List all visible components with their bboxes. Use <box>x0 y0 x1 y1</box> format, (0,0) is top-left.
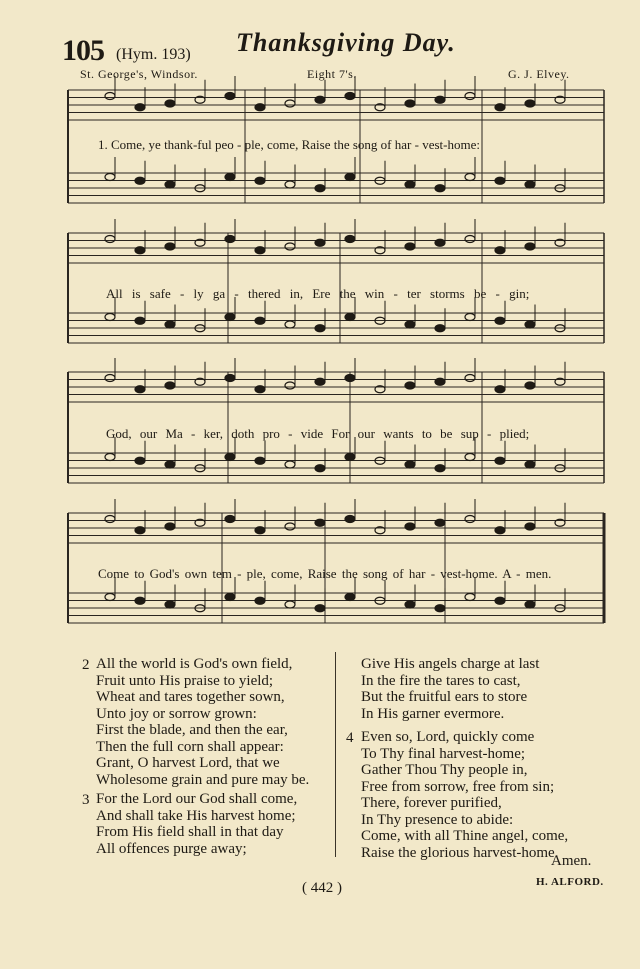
verse-line: Even so, Lord, quickly come <box>361 729 535 745</box>
note-head <box>465 93 475 100</box>
note-head <box>525 100 535 107</box>
verse-line: All offences purge away; <box>96 840 247 857</box>
note-head <box>495 104 505 111</box>
note-head <box>315 605 325 612</box>
author: H. ALFORD. <box>536 876 604 888</box>
verse-line: In the fire the tares to cast, <box>361 672 521 689</box>
note-head <box>405 243 415 250</box>
note-head <box>405 382 415 389</box>
note-head <box>525 181 535 188</box>
verse-line: For the Lord our God shall come, <box>96 791 298 807</box>
note-head <box>495 317 505 324</box>
verse-3-continued <box>361 656 539 722</box>
lyrics-system-4: Come to God's own tem - ple, come, Raise the song of har - vest-home. A - men. <box>98 566 552 581</box>
note-head <box>255 386 265 393</box>
note-head <box>465 375 475 382</box>
note-head <box>285 382 295 389</box>
note-head <box>135 317 145 324</box>
verse-line: In Thy presence to abide: <box>361 811 514 828</box>
hymn-number: 105 <box>62 34 104 67</box>
note-head <box>225 516 235 523</box>
note-head <box>135 527 145 534</box>
note-head <box>135 386 145 393</box>
verse-line: Wholesome grain and pure may be. <box>96 771 310 788</box>
verse-line: Fruit unto His praise to yield; <box>96 672 274 689</box>
note-head <box>315 378 325 385</box>
note-head <box>255 457 265 464</box>
note-head <box>435 378 445 385</box>
note-head <box>435 185 445 192</box>
verse-line: All the world is God's own field, <box>96 656 293 672</box>
note-head <box>405 601 415 608</box>
note-head <box>135 104 145 111</box>
note-head <box>225 174 235 181</box>
page-number: ( 442 ) <box>302 880 342 896</box>
note-head <box>315 519 325 526</box>
hymn-title: Thanksgiving Day. <box>236 28 456 57</box>
note-head <box>465 594 475 601</box>
note-head <box>345 314 355 321</box>
note-head <box>435 465 445 472</box>
note-head <box>345 516 355 523</box>
note-head <box>165 461 175 468</box>
note-head <box>465 236 475 243</box>
note-head <box>465 454 475 461</box>
note-head <box>315 185 325 192</box>
note-head <box>435 96 445 103</box>
note-head <box>105 516 115 523</box>
verse-line: To Thy final harvest-home; <box>361 745 526 762</box>
note-head <box>525 382 535 389</box>
note-head <box>225 314 235 321</box>
note-head <box>495 457 505 464</box>
note-head <box>105 314 115 321</box>
note-head <box>105 93 115 100</box>
lyrics-system-1: 1. Come, ye thank-ful peo - ple, come, Raise the song of har - vest-home: <box>98 137 480 152</box>
amen: Amen. <box>551 853 592 869</box>
note-head <box>435 325 445 332</box>
verse-line: Wheat and tares together sown, <box>96 689 285 705</box>
note-head <box>345 454 355 461</box>
note-head <box>405 100 415 107</box>
note-head <box>135 177 145 184</box>
note-head <box>255 317 265 324</box>
note-head <box>165 382 175 389</box>
note-head <box>345 375 355 382</box>
verse-line: Grant, O harvest Lord, that we <box>96 755 280 771</box>
note-head <box>465 516 475 523</box>
note-head <box>255 527 265 534</box>
verse-line: But the fruitful ears to store <box>361 689 528 705</box>
verse-3 <box>96 791 297 857</box>
note-head <box>285 461 295 468</box>
verse-line: From His field shall in that day <box>96 824 284 840</box>
verse-2 <box>96 656 309 788</box>
composer: G. J. Elvey. <box>508 67 570 81</box>
verse-line: First the blade, and then the ear, <box>96 722 288 738</box>
verse-4 <box>361 729 568 861</box>
note-head <box>135 457 145 464</box>
note-head <box>495 247 505 254</box>
note-head <box>105 594 115 601</box>
note-head <box>285 601 295 608</box>
note-head <box>225 594 235 601</box>
verse-line: Raise the glorious harvest-home. <box>361 844 559 861</box>
note-head <box>435 239 445 246</box>
verse-4-number: 4 <box>346 730 354 746</box>
note-head <box>225 375 235 382</box>
note-head <box>165 601 175 608</box>
note-head <box>495 177 505 184</box>
note-head <box>315 96 325 103</box>
note-head <box>165 523 175 530</box>
verse-line: Then the full corn shall appear: <box>96 738 284 755</box>
verse-line: There, forever purified, <box>361 795 502 811</box>
note-head <box>345 236 355 243</box>
note-head <box>135 597 145 604</box>
note-head <box>345 93 355 100</box>
note-head <box>255 104 265 111</box>
note-head <box>465 174 475 181</box>
note-head <box>345 594 355 601</box>
note-head <box>285 523 295 530</box>
note-head <box>285 321 295 328</box>
note-head <box>225 454 235 461</box>
note-head <box>285 181 295 188</box>
note-head <box>525 243 535 250</box>
note-head <box>285 243 295 250</box>
note-head <box>525 601 535 608</box>
note-head <box>255 247 265 254</box>
note-head <box>225 93 235 100</box>
note-head <box>525 461 535 468</box>
verse-line: In His garner evermore. <box>361 705 505 722</box>
note-head <box>435 605 445 612</box>
note-head <box>135 247 145 254</box>
note-head <box>105 375 115 382</box>
verse-line: Free from sorrow, free from sin; <box>361 778 555 795</box>
note-head <box>315 325 325 332</box>
verse-line: Gather Thou Thy people in, <box>361 762 528 778</box>
note-head <box>465 314 475 321</box>
lyrics-system-3: God, our Ma - ker, doth pro - vide For our wants to be sup - plied; <box>106 426 530 441</box>
note-head <box>495 527 505 534</box>
note-head <box>525 321 535 328</box>
note-head <box>495 386 505 393</box>
note-head <box>255 177 265 184</box>
note-head <box>315 239 325 246</box>
note-head <box>525 523 535 530</box>
note-head <box>435 519 445 526</box>
note-head <box>405 181 415 188</box>
lyrics-system-2: All is safe - ly ga - thered in, Ere the win - ter storms be - gin; <box>106 286 530 301</box>
note-head <box>285 100 295 107</box>
note-head <box>405 321 415 328</box>
note-head <box>165 181 175 188</box>
note-head <box>345 174 355 181</box>
hymn-reference: (Hym. 193) <box>116 46 191 63</box>
verse-3-number: 3 <box>82 792 90 808</box>
note-head <box>405 523 415 530</box>
verse-line: Give His angels charge at last <box>361 656 540 672</box>
meter: Eight 7's. <box>307 67 357 81</box>
note-head <box>165 243 175 250</box>
verse-line: And shall take His harvest home; <box>96 807 296 824</box>
verse-line: Unto joy or sorrow grown: <box>96 705 257 722</box>
note-head <box>165 321 175 328</box>
note-head <box>255 597 265 604</box>
tune-name: St. George's, Windsor. <box>80 67 198 81</box>
verse-line: Come, with all Thine angel, come, <box>361 828 569 844</box>
note-head <box>105 174 115 181</box>
note-head <box>105 236 115 243</box>
note-head <box>405 461 415 468</box>
verse-2-number: 2 <box>82 657 90 673</box>
note-head <box>315 465 325 472</box>
note-head <box>105 454 115 461</box>
column-divider <box>335 652 336 857</box>
note-head <box>225 236 235 243</box>
note-head <box>165 100 175 107</box>
note-head <box>495 597 505 604</box>
